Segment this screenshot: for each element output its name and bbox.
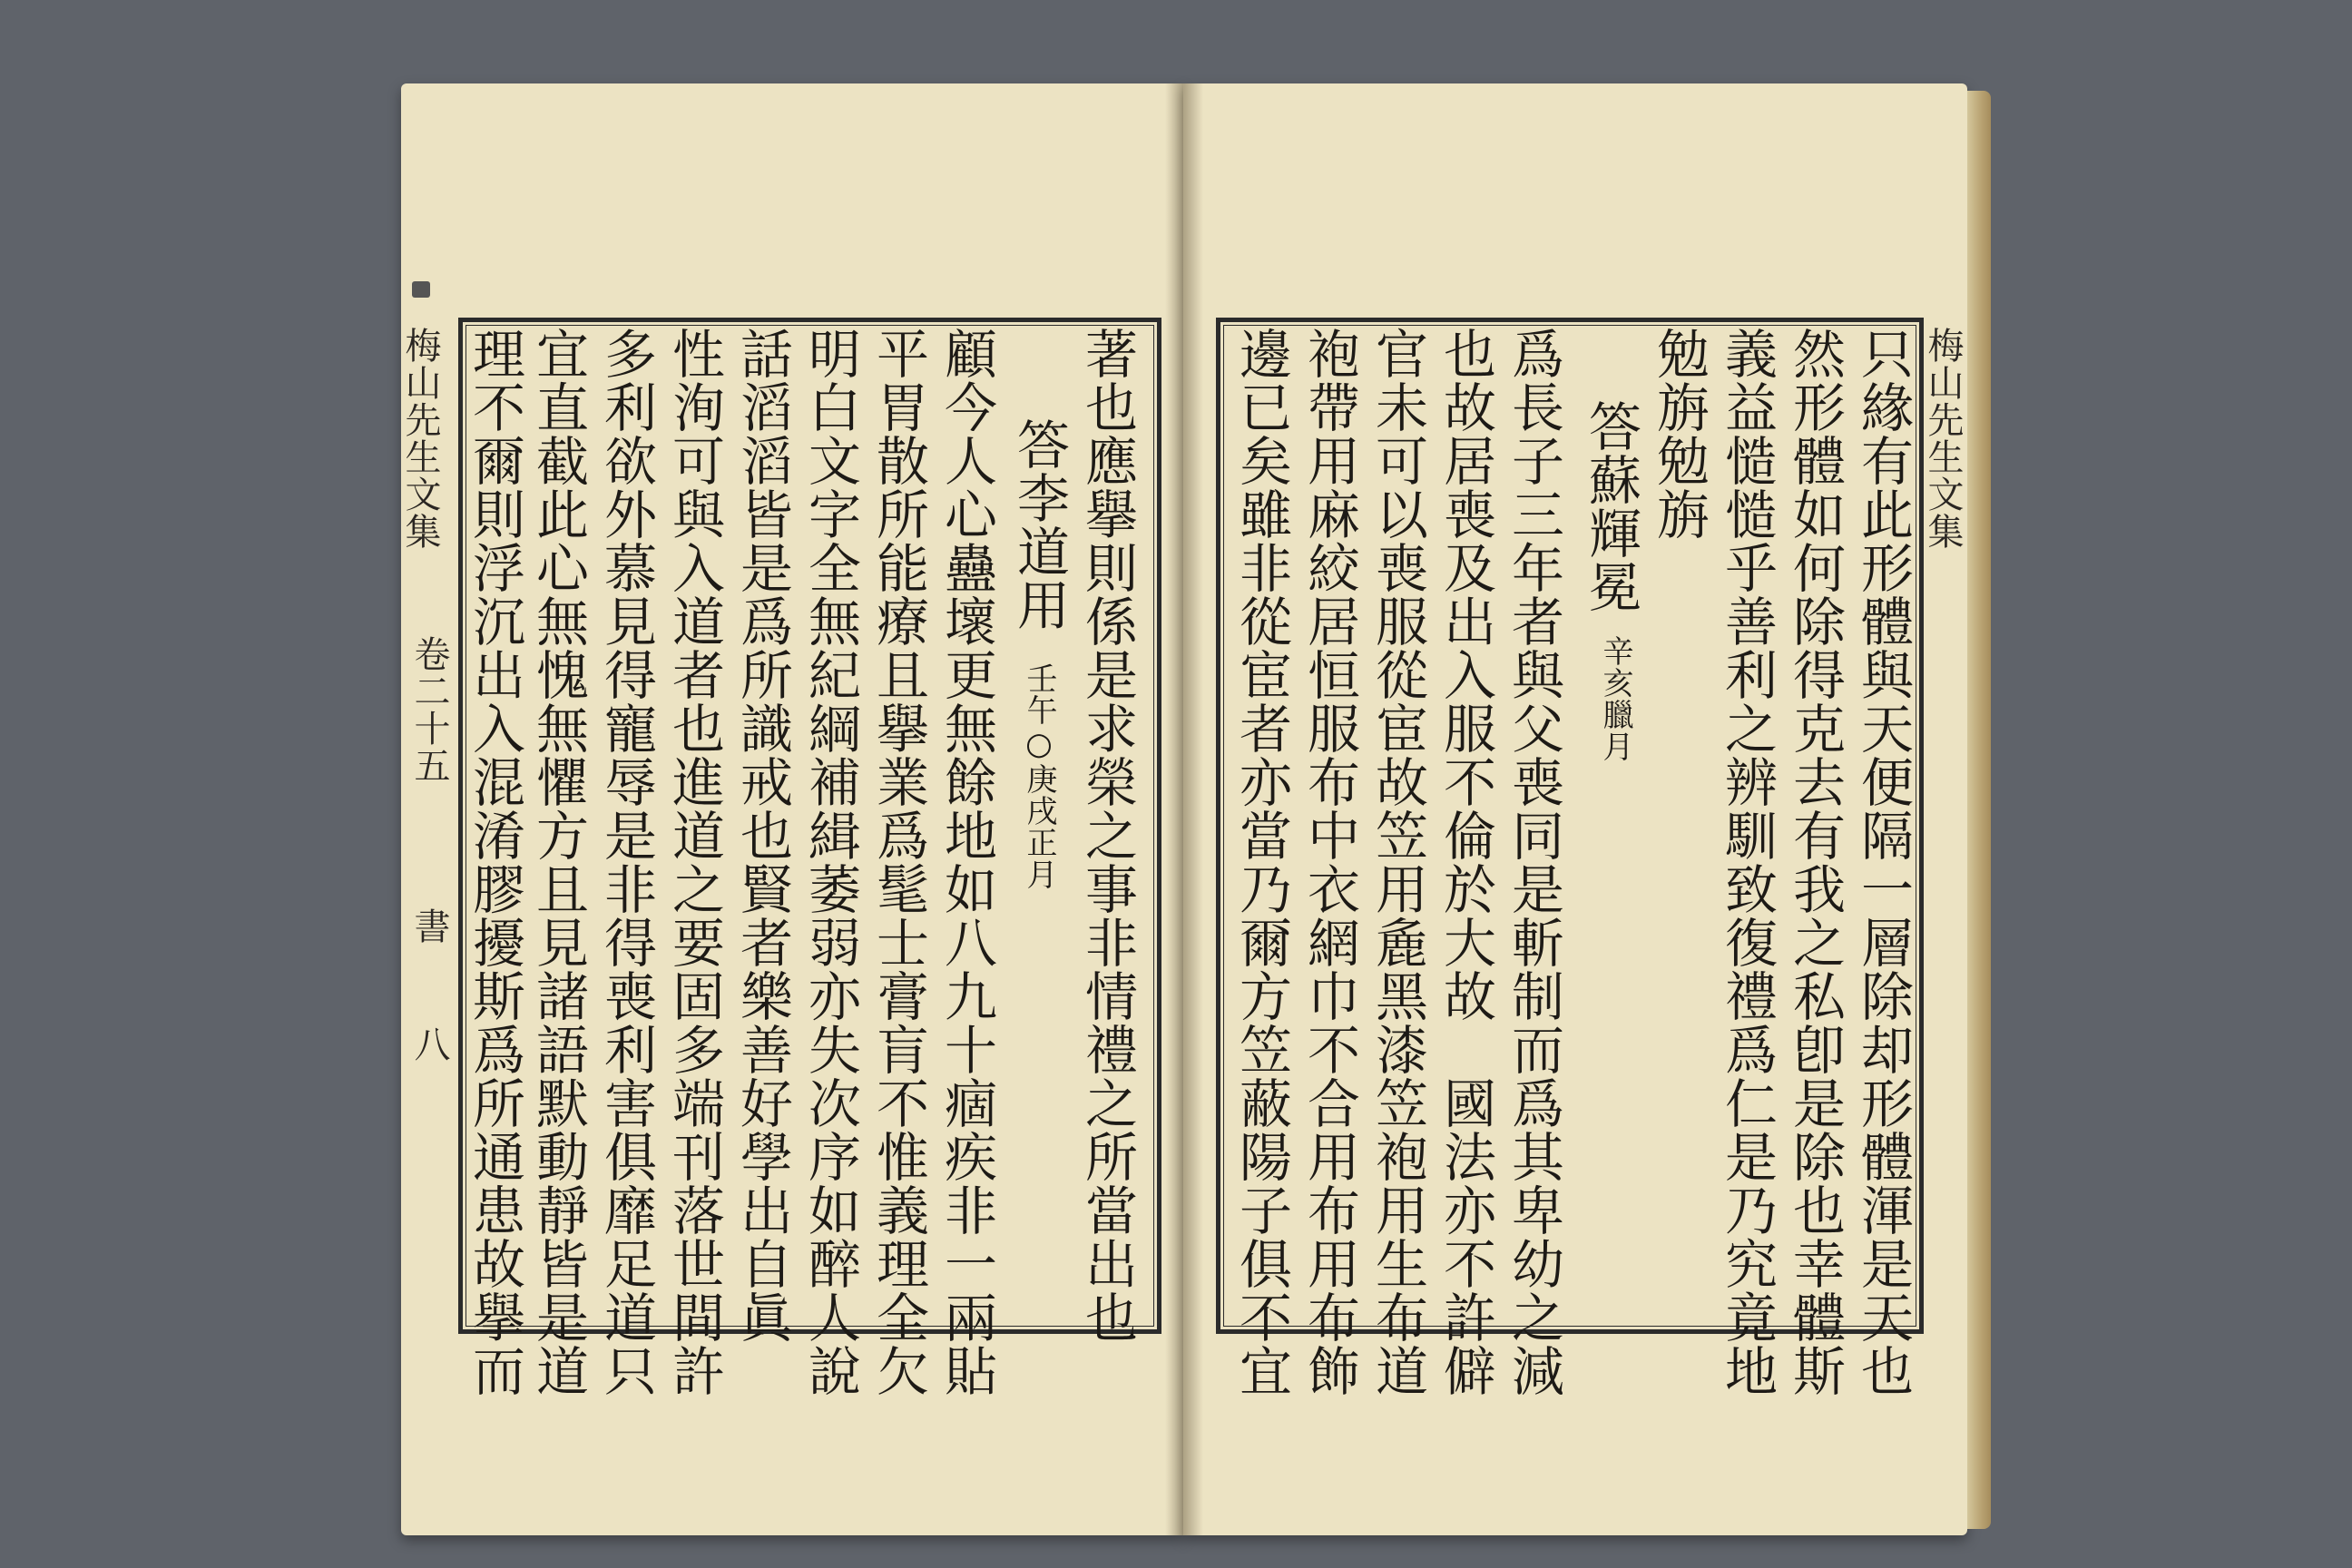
text-column: 宜直截此心無愧無懼方且見諸語默動靜皆是道 (527, 327, 589, 1397)
text-column: 著也應擧則係是求榮之事非情禮之所當出也 (1076, 327, 1138, 1344)
page-edges (1967, 91, 1991, 1529)
text-column: 理不爾則浮沉出入混淆膠擾斯爲所通患故擧而 (464, 327, 525, 1397)
text-column: 顧今人心蠱壞更無餘地如八九十痼疾非一兩貼 (936, 327, 997, 1397)
text-column: 只緣有此形體與天便隔一層除却形體渾是天也 (1852, 327, 1914, 1397)
left-spine-title: 梅山先生文集 (399, 327, 441, 550)
text-column: 多利欲外慕見得寵辱是非得喪利害俱靡足道只 (595, 327, 657, 1397)
text-column: 平胃散所能療且擧業爲髦士膏肓不惟義理全欠 (867, 327, 929, 1397)
text-column: 話滔滔皆是爲所識戒也賢者樂善好學出自眞 (731, 327, 793, 1344)
text-column: 爲長子三年者與父喪同是斬制而爲其卑幼之減 (1503, 327, 1564, 1397)
text-column: 邊已矣雖非從宦者亦當乃爾方笠蔽陽子俱不宜 (1230, 327, 1292, 1397)
book-gutter (1165, 83, 1203, 1535)
left-spine-section: 書 (408, 907, 450, 945)
text-column: 也故居喪及出入服不倫於大故 國法亦不許僻 (1435, 327, 1496, 1397)
right-spine-title: 梅山先生文集 (1922, 327, 1964, 550)
text-column: 勉旃勉旃 (1648, 327, 1710, 541)
date-note: 辛亥臘月 (1597, 635, 1633, 762)
left-spine-volume: 卷二十五 (408, 635, 450, 784)
text-column: 性洵可與入道者也進道之要固多端刊落世間許 (663, 327, 725, 1397)
ink-mark (412, 281, 430, 298)
left-spine-page: 八 (408, 1025, 450, 1063)
letter-heading: 答蘇輝冕 (1580, 399, 1642, 613)
text-column: 明白文字全無紀綱補緝萎弱亦失次序如醉人說 (799, 327, 861, 1397)
text-column: 義益慥慥乎善利之辨馴致復禮爲仁是乃究竟地 (1716, 327, 1778, 1397)
text-column: 袍帶用麻絞居恒服布中衣網巾不合用布用布飾 (1298, 327, 1360, 1397)
text-column: 然形體如何除得克去有我之私卽是除也幸體斯 (1784, 327, 1846, 1397)
date-note: 壬午○庚戌正月 (1021, 662, 1057, 890)
text-column: 官未可以喪服從宦故笠用麁黑漆笠袍用生布道 (1367, 327, 1428, 1397)
letter-heading: 答李道用 (1008, 417, 1070, 632)
